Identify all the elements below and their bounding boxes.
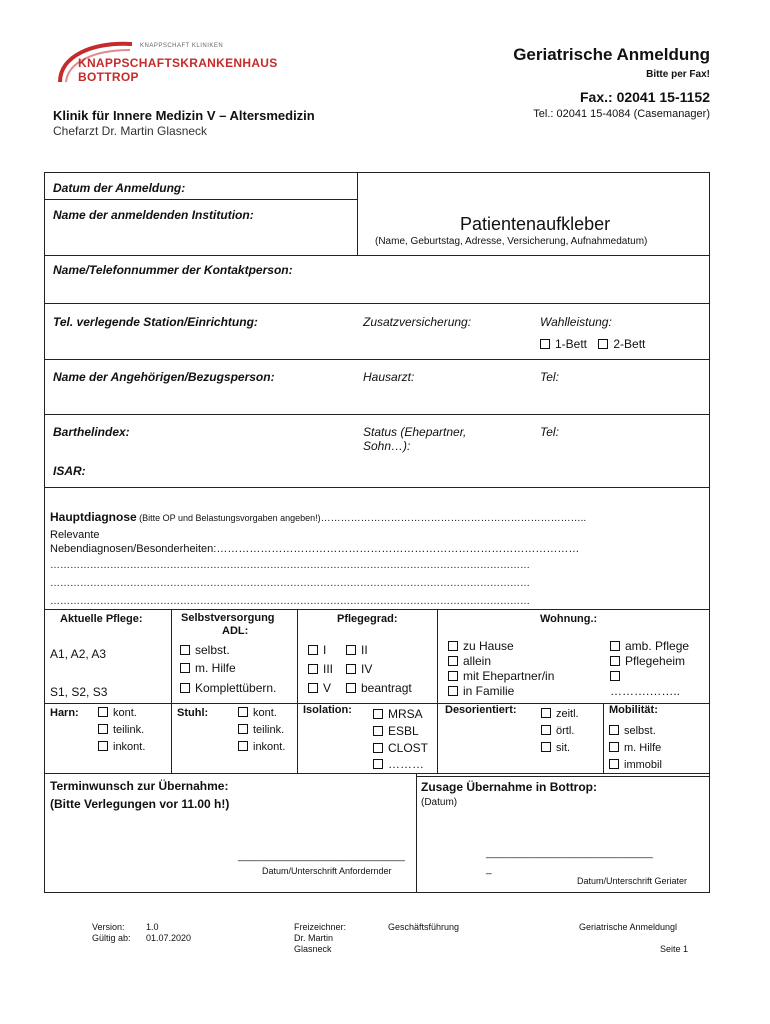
iso-esbl-item (373, 724, 419, 738)
hilfe-checkbox[interactable] (180, 663, 190, 673)
termin-note: (Bitte Verlegungen vor 11.00 h!) (50, 797, 230, 811)
harn-teilink-item (98, 724, 144, 736)
pflegegrad-head: Pflegegrad: (337, 613, 398, 625)
stuhl-kont-checkbox[interactable] (238, 707, 248, 717)
harn-teilink-label: teilink. (113, 724, 145, 736)
pg-beantragt-item (346, 681, 412, 695)
wahl-label: Wahlleistung: (540, 315, 612, 329)
wohnung-other-checkbox[interactable] (610, 671, 620, 681)
desor-sit-item (541, 742, 570, 754)
gueltig-label: Gültig ab: (92, 933, 131, 943)
wohnung-ehe-label: mit Ehepartner/in (463, 669, 555, 683)
mobil-hilfe-item (609, 742, 661, 754)
pg-beantragt-label: beantragt (361, 681, 412, 695)
wohnung-hause-checkbox[interactable] (448, 641, 458, 651)
wohnung-allein-label: allein (463, 654, 492, 668)
wohnung-allein-item (448, 654, 491, 668)
pg-1-label: I (323, 643, 327, 657)
sticker-subtitle: (Name, Geburtstag, Adresse, Versicherung, Aufnahmedatum) (375, 236, 648, 247)
harn-kont-checkbox[interactable] (98, 707, 108, 717)
wohnung-heim-checkbox[interactable] (610, 656, 620, 666)
wohnung-familie-checkbox[interactable] (448, 686, 458, 696)
pg-1-item (308, 643, 326, 657)
pg-2-label: II (361, 643, 368, 657)
desor-label: Desorientiert: (445, 704, 517, 716)
version-value: 1.0 (146, 922, 159, 932)
iso-clost-checkbox[interactable] (373, 743, 383, 753)
wohnung-familie-item (448, 684, 514, 698)
pg-3-item (308, 662, 333, 676)
sig-line-left: ______________________________ (238, 851, 405, 862)
mobil-selbst-checkbox[interactable] (609, 725, 619, 735)
iso-other-checkbox[interactable] (373, 759, 383, 769)
wohnung-dots: ……….…….. (610, 684, 681, 698)
pg-5-item (308, 681, 331, 695)
iso-mrsa-label: MRSA (388, 707, 423, 721)
desor-zeitl-item (541, 708, 579, 720)
iso-esbl-label: ESBL (388, 724, 419, 738)
stuhl-inkont-checkbox[interactable] (238, 741, 248, 751)
mobil-selbst-item (609, 725, 656, 737)
harn-teilink-checkbox[interactable] (98, 724, 108, 734)
desor-sit-checkbox[interactable] (541, 742, 551, 752)
freizeichner-label: Freizeichner: (294, 922, 347, 932)
pg-2-checkbox[interactable] (346, 645, 356, 655)
sig-left-label: Datum/Unterschrift Anfordernder (262, 866, 392, 876)
pg-5-checkbox[interactable] (308, 683, 318, 693)
chief-doctor: Chefarzt Dr. Martin Glasneck (53, 124, 208, 138)
diagnose-dots-3: ……………………………………………………………………………………………………………………………… (50, 596, 530, 607)
wohnung-heim-label: Pflegeheim (625, 654, 686, 668)
geschaeftsfuehrung: Geschäftsführung (388, 922, 460, 932)
tel1-label: Tel: (540, 370, 559, 384)
bett1-label: 1-Bett (555, 337, 588, 351)
selbst-checkbox[interactable] (180, 645, 190, 655)
iso-mrsa-item (373, 707, 423, 721)
selbst-label: selbst. (195, 643, 230, 657)
termin-label: Terminwunsch zur Übernahme: (50, 779, 229, 793)
isar-label: ISAR: (53, 464, 86, 478)
wohnung-ehe-item (448, 669, 554, 683)
wohnung-familie-label: in Familie (463, 684, 515, 698)
relevante-label: Relevante (50, 529, 100, 541)
institution-label: Name der anmeldenden Institution: (53, 208, 254, 222)
hilfe-item (180, 661, 236, 675)
form-title: Geriatrische Anmeldung (513, 45, 710, 64)
pflege-s: S1, S2, S3 (50, 685, 108, 699)
pg-4-item (346, 662, 372, 676)
bett2-label: 2-Bett (613, 337, 646, 351)
kontakt-label: Name/Telefonnummer der Kontaktperson: (53, 263, 293, 277)
iso-clost-label: CLOST (388, 741, 429, 755)
pflege-head: Aktuelle Pflege: (60, 613, 143, 625)
wohnung-hause-label: zu Hause (463, 639, 514, 653)
adl-head: ADL: (222, 625, 249, 637)
pflege-a: A1, A2, A3 (50, 647, 107, 661)
pg-beantragt-checkbox[interactable] (346, 683, 356, 693)
wohnung-hause-item (448, 639, 514, 653)
zusage-label: Zusage Übernahme in Bottrop: (421, 780, 598, 794)
harn-kont-item (98, 707, 137, 719)
wohnung-ehe-checkbox[interactable] (448, 671, 458, 681)
stuhl-label: Stuhl: (177, 707, 209, 719)
harn-inkont-checkbox[interactable] (98, 741, 108, 751)
diagnose-dots-1: ……………………………………………………………………………………………………………………………… (50, 560, 530, 571)
mobil-selbst-label: selbst. (624, 725, 656, 737)
pg-3-checkbox[interactable] (308, 664, 318, 674)
harn-inkont-item (98, 741, 145, 753)
logo-small-text: KNAPPSCHAFT KLINIKEN (140, 43, 224, 49)
harn-inkont-label: inkont. (113, 741, 146, 753)
hauptdiagnose-label: Hauptdiagnose (50, 510, 137, 524)
barthel-label: Barthelindex: (53, 425, 130, 439)
komplett-checkbox[interactable] (180, 683, 190, 693)
bett1-checkbox[interactable] (540, 339, 550, 349)
freizeichner-name2: Glasneck (294, 944, 332, 954)
mobil-hilfe-label: m. Hilfe (624, 742, 662, 754)
nebendiagnosen-label: Nebendiagnosen/Besonderheiten:……………………………………………………………………………………… (50, 543, 580, 555)
mobil-label: Mobilität: (609, 704, 658, 716)
pg-2-item (346, 643, 368, 657)
iso-other-item (373, 757, 424, 771)
pg-3-label: III (323, 662, 334, 676)
mobil-immobil-checkbox[interactable] (609, 759, 619, 769)
wohnung-amb-item (610, 639, 689, 653)
desor-zeitl-label: zeitl. (556, 708, 579, 720)
wohnung-amb-checkbox[interactable] (610, 641, 620, 651)
tel-number: Tel.: 02041 15-4084 (Casemanager) (533, 108, 710, 120)
gueltig-value: 01.07.2020 (146, 933, 192, 943)
freizeichner-name1: Dr. Martin (294, 933, 334, 943)
iso-mrsa-checkbox[interactable] (373, 709, 383, 719)
station-label: Tel. verlegende Station/Einrichtung: (53, 315, 258, 329)
wahl-options (540, 337, 645, 351)
hauptdiagnose-hint: (Bitte OP und Belastungsvorgaben angeben!) (136, 513, 321, 523)
angehoerige-label: Name der Angehörigen/Bezugsperson: (53, 370, 275, 384)
bett2-checkbox[interactable] (598, 339, 608, 349)
clinic-name: Klinik für Innere Medizin V – Altersmedizin (53, 108, 315, 123)
harn-kont-label: kont. (113, 707, 137, 719)
desor-oertl-label: örtl. (556, 725, 575, 737)
diagnose-dots-2: ……………………………………………………………………………………………………………………………… (50, 578, 530, 589)
hauptdiagnose-row (50, 510, 586, 524)
iso-esbl-checkbox[interactable] (373, 726, 383, 736)
fax-note: Bitte per Fax! (646, 69, 710, 80)
stuhl-kont-label: kont. (253, 707, 277, 719)
desor-oertl-item (541, 725, 574, 737)
wohnung-head: Wohnung.: (540, 613, 598, 625)
desor-oertl-checkbox[interactable] (541, 725, 551, 735)
komplett-label: Komplettübern. (195, 681, 277, 695)
pg-4-label: IV (361, 662, 373, 676)
harn-label: Harn: (50, 707, 79, 719)
hausarzt-label: Hausarzt: (363, 370, 415, 384)
mobil-immobil-item (609, 759, 662, 771)
stuhl-teilink-label: teilink. (253, 724, 285, 736)
wohnung-amb-label: amb. Pflege (625, 639, 690, 653)
fax-number: Fax.: 02041 15-1152 (580, 89, 710, 105)
stuhl-teilink-checkbox[interactable] (238, 724, 248, 734)
komplett-item (180, 681, 276, 695)
footer-doc-name: Geriatrische Anmeldungl (579, 922, 678, 932)
iso-other-label: ……… (388, 757, 424, 771)
sticker-title: Patientenaufkleber (460, 214, 611, 234)
datum-label: Datum der Anmeldung: (53, 181, 186, 195)
wohnung-allein-checkbox[interactable] (448, 656, 458, 666)
iso-clost-item (373, 741, 428, 755)
sig-right-label: Datum/Unterschrift Geriater (577, 876, 688, 886)
pg-1-checkbox[interactable] (308, 645, 318, 655)
selbst-item (180, 643, 230, 657)
zusatz-label: Zusatzversicherung: (363, 315, 472, 329)
wohnung-heim-item (610, 654, 685, 668)
logo-line2: BOTTROP (78, 70, 139, 84)
status-label: Status (Ehepartner, Sohn…): (363, 425, 467, 453)
stuhl-inkont-item (238, 741, 285, 753)
tel2-label: Tel: (540, 425, 559, 439)
wohnung-other-item (610, 669, 625, 683)
selbst-head: Selbstversorgung (181, 612, 275, 624)
page-number: Seite 1 (660, 944, 689, 954)
version-label: Version: (92, 922, 125, 932)
stuhl-teilink-item (238, 724, 284, 736)
isolation-label: Isolation: (303, 704, 352, 716)
stuhl-kont-item (238, 707, 277, 719)
desor-zeitl-checkbox[interactable] (541, 708, 551, 718)
hilfe-label: m. Hilfe (195, 661, 236, 675)
mobil-immobil-label: immobil (624, 759, 662, 771)
stuhl-inkont-label: inkont. (253, 741, 286, 753)
hauptdiagnose-dots: …………………………………………………………………….. (320, 513, 587, 524)
pg-4-checkbox[interactable] (346, 664, 356, 674)
desor-sit-label: sit. (556, 742, 571, 754)
sig-line-right: ______________________________ (486, 848, 653, 859)
zusage-datum: (Datum) (421, 797, 458, 808)
sig-line-right-tail: _ (486, 864, 492, 875)
logo-line1: KNAPPSCHAFTSKRANKENHAUS (78, 56, 278, 70)
pg-5-label: V (323, 681, 332, 695)
mobil-hilfe-checkbox[interactable] (609, 742, 619, 752)
